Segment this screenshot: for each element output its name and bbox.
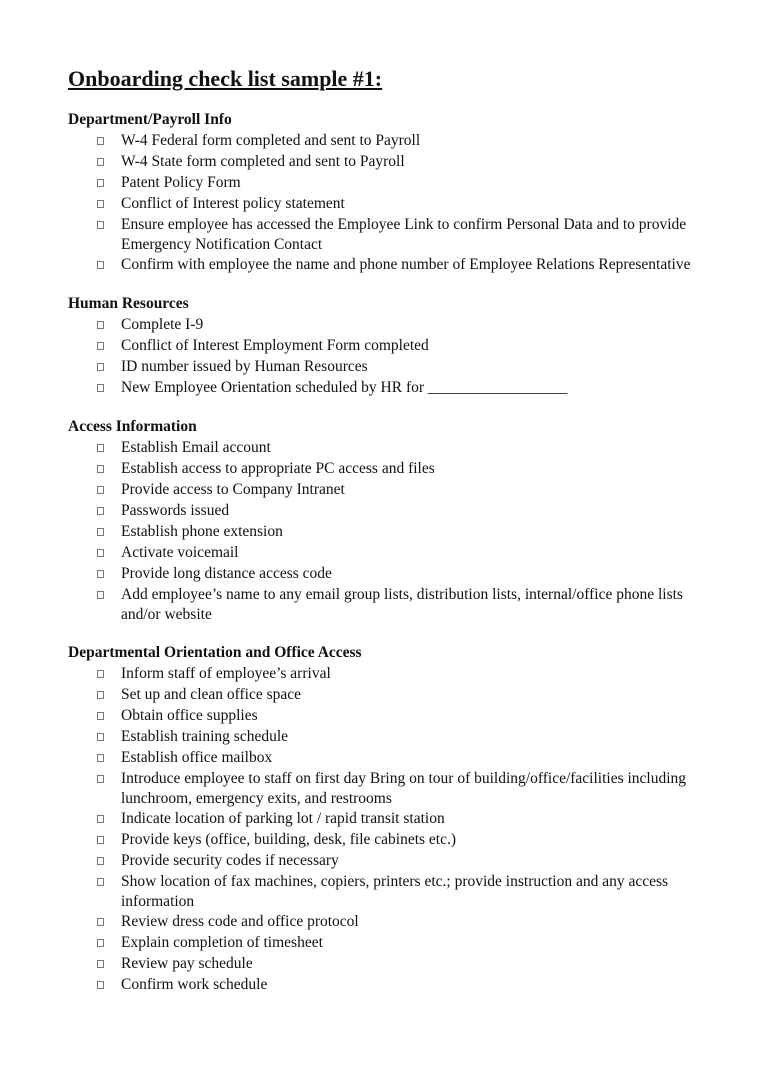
checklist-item-text: Confirm with employee the name and phone number of Employee Relations Representative [121, 256, 691, 273]
checkbox-cell [68, 378, 121, 399]
checkbox-cell [68, 315, 121, 336]
spacer [68, 94, 708, 111]
checklist-item [68, 378, 708, 399]
checklist-item [68, 480, 708, 501]
checklist-item [68, 315, 708, 336]
checklist-item [68, 194, 708, 215]
checklist-item-text: Complete I-9 [121, 316, 204, 333]
checkbox-icon[interactable] [97, 465, 104, 473]
checkbox-cell [68, 912, 121, 933]
checklist-item-text: Establish access to appropriate PC access and files [121, 460, 435, 477]
checklist-item [68, 685, 708, 706]
checklist-item [68, 501, 708, 522]
checklist-item [68, 522, 708, 543]
checkbox-cell [68, 830, 121, 851]
checklist-item-text: Add employee’s name to any email group lists, distribution lists, internal/office phone lists and/or website [121, 586, 683, 623]
checklist-item [68, 585, 708, 625]
checklist-items [68, 315, 708, 399]
checklist-section [68, 644, 708, 996]
checklist-page [68, 64, 708, 996]
checklist-item [68, 543, 708, 564]
checkbox-cell [68, 215, 121, 255]
checkbox-cell [68, 336, 121, 357]
document-title: Onboarding check list sample #1: [68, 66, 383, 91]
checkbox-icon[interactable] [97, 670, 104, 678]
spacer [68, 399, 708, 418]
checklist-section [68, 111, 708, 276]
checklist-item-text: New Employee Orientation scheduled by HR for __________________ [121, 379, 568, 396]
checklist-item [68, 851, 708, 872]
checkbox-icon[interactable] [97, 691, 104, 699]
checklist-item-text: Establish office mailbox [121, 749, 273, 766]
checklist-item [68, 830, 708, 851]
section-heading: Access Information [68, 418, 197, 435]
checklist-item-text: W-4 Federal form completed and sent to Payroll [121, 132, 421, 149]
checkbox-icon[interactable] [97, 815, 104, 823]
spacer [68, 276, 708, 295]
checkbox-cell [68, 459, 121, 480]
checklist-items [68, 131, 708, 276]
checklist-item-text: Indicate location of parking lot / rapid transit station [121, 810, 445, 827]
checklist-item-text: Conflict of Interest Employment Form completed [121, 337, 429, 354]
checkbox-icon[interactable] [97, 486, 104, 494]
checkbox-cell [68, 131, 121, 152]
checkbox-icon[interactable] [97, 384, 104, 392]
checkbox-cell [68, 501, 121, 522]
checklist-item-text: Introduce employee to staff on first day Bring on tour of building/office/facilities including lunchroom, emergency exits, and restrooms [121, 770, 687, 807]
checklist-item-text: Provide access to Company Intranet [121, 481, 345, 498]
checkbox-icon[interactable] [97, 570, 104, 578]
checkbox-icon[interactable] [97, 549, 104, 557]
checkbox-icon[interactable] [97, 754, 104, 762]
checkbox-icon[interactable] [97, 507, 104, 515]
checklist-item [68, 872, 708, 912]
checkbox-cell [68, 685, 121, 706]
section-heading: Departmental Orientation and Office Access [68, 644, 362, 661]
checklist-item [68, 933, 708, 954]
checkbox-cell [68, 522, 121, 543]
checklist-item-text: Establish Email account [121, 439, 271, 456]
checklist-item-text: Inform staff of employee’s arrival [121, 665, 331, 682]
checkbox-icon[interactable] [97, 444, 104, 452]
checkbox-cell [68, 255, 121, 276]
checklist-item-text: Conflict of Interest policy statement [121, 195, 345, 212]
checklist-item [68, 769, 708, 809]
checkbox-cell [68, 152, 121, 173]
checklist-item [68, 215, 708, 255]
checklist-item-text: Obtain office supplies [121, 707, 258, 724]
checklist-item-text: Explain completion of timesheet [121, 934, 323, 951]
checklist-item [68, 912, 708, 933]
checkbox-cell [68, 769, 121, 809]
checklist-item [68, 357, 708, 378]
spacer [68, 625, 708, 644]
checklist-item-text: Set up and clean office space [121, 686, 302, 703]
checkbox-icon[interactable] [97, 221, 104, 229]
checkbox-cell [68, 357, 121, 378]
checklist-item-text: W-4 State form completed and sent to Payroll [121, 153, 405, 170]
section-heading: Department/Payroll Info [68, 111, 232, 128]
checklist-item-text: Confirm work schedule [121, 976, 268, 993]
checkbox-icon[interactable] [97, 775, 104, 783]
checklist-item [68, 809, 708, 830]
checkbox-icon[interactable] [97, 200, 104, 208]
checklist-item [68, 255, 708, 276]
checkbox-cell [68, 748, 121, 769]
checklist-item [68, 975, 708, 996]
checkbox-cell [68, 173, 121, 194]
checkbox-icon[interactable] [97, 137, 104, 145]
section-heading: Human Resources [68, 295, 189, 312]
checkbox-icon[interactable] [97, 342, 104, 350]
checklist-item-text: Ensure employee has accessed the Employee Link to confirm Personal Data and to provide Emergency Notification Contact [121, 216, 687, 253]
checklist-item-text: Establish training schedule [121, 728, 289, 745]
checklist-item [68, 173, 708, 194]
checkbox-icon[interactable] [97, 857, 104, 865]
checklist-section [68, 418, 708, 625]
checklist-items [68, 664, 708, 996]
checklist-item [68, 748, 708, 769]
checkbox-cell [68, 727, 121, 748]
checkbox-icon[interactable] [97, 158, 104, 166]
checklist-item [68, 664, 708, 685]
checkbox-cell [68, 872, 121, 912]
checkbox-cell [68, 194, 121, 215]
checkbox-icon[interactable] [97, 939, 104, 947]
checkbox-icon[interactable] [97, 591, 104, 599]
checklist-item-text: Review pay schedule [121, 955, 253, 972]
checklist-item-text: Provide long distance access code [121, 565, 332, 582]
checklist-item-text: Provide keys (office, building, desk, file cabinets etc.) [121, 831, 457, 848]
checkbox-icon[interactable] [97, 528, 104, 536]
checkbox-icon[interactable] [97, 712, 104, 720]
checklist-item [68, 131, 708, 152]
checklist-items [68, 438, 708, 625]
checklist-item [68, 727, 708, 748]
checkbox-icon[interactable] [97, 363, 104, 371]
checkbox-cell [68, 543, 121, 564]
checkbox-cell [68, 585, 121, 625]
checkbox-icon[interactable] [97, 321, 104, 329]
checklist-item-text: ID number issued by Human Resources [121, 358, 368, 375]
checkbox-icon[interactable] [97, 981, 104, 989]
checklist-item-text: Patent Policy Form [121, 174, 241, 191]
checklist-section [68, 295, 708, 399]
checkbox-cell [68, 809, 121, 830]
checkbox-icon[interactable] [97, 878, 104, 886]
checkbox-icon[interactable] [97, 261, 104, 269]
checkbox-icon[interactable] [97, 179, 104, 187]
checklist-item-text: Establish phone extension [121, 523, 283, 540]
checkbox-cell [68, 706, 121, 727]
checkbox-cell [68, 664, 121, 685]
checklist-item-text: Show location of fax machines, copiers, printers etc.; provide instruction and any access information [121, 873, 669, 910]
checkbox-cell [68, 954, 121, 975]
checkbox-cell [68, 438, 121, 459]
checkbox-icon[interactable] [97, 836, 104, 844]
checkbox-icon[interactable] [97, 733, 104, 741]
checklist-item [68, 438, 708, 459]
checkbox-cell [68, 975, 121, 996]
checkbox-cell [68, 851, 121, 872]
checklist-item-text: Review dress code and office protocol [121, 913, 359, 930]
checkbox-cell [68, 564, 121, 585]
checklist-item [68, 459, 708, 480]
checkbox-icon[interactable] [97, 960, 104, 968]
checklist-item-text: Passwords issued [121, 502, 230, 519]
checklist-item [68, 564, 708, 585]
checklist-item [68, 336, 708, 357]
checklist-item-text: Activate voicemail [121, 544, 239, 561]
checklist-item [68, 954, 708, 975]
checklist-item [68, 706, 708, 727]
checkbox-cell [68, 480, 121, 501]
checklist-item-text: Provide security codes if necessary [121, 852, 339, 869]
checkbox-cell [68, 933, 121, 954]
checkbox-icon[interactable] [97, 918, 104, 926]
checklist-item [68, 152, 708, 173]
checklist-sections [68, 111, 708, 996]
